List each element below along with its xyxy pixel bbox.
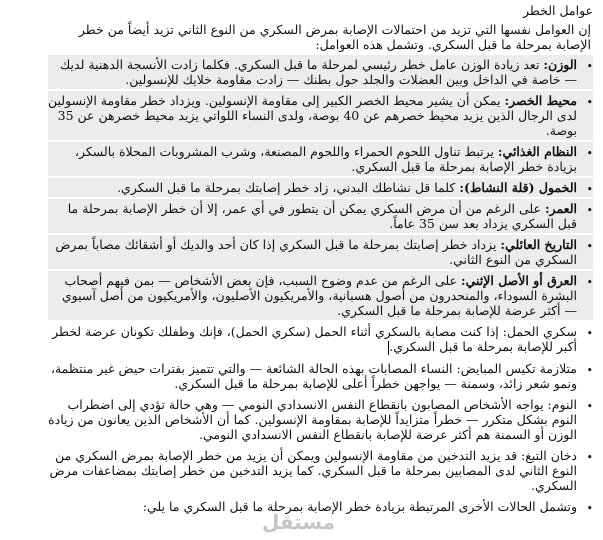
item-term: العمر: xyxy=(544,201,577,216)
risk-factors-list xyxy=(48,55,593,516)
item-text: تعد زيادة الوزن عامل خطر رئيسي لمرحلة ما قبل السكري. فكلما زادت الأنسجة الدهنية لديك — خاصة في الداخل وبين العضلات والجلد حول بطنك — زادت مقاومة خلايك للإنسولين. xyxy=(60,57,577,87)
item-text: دخان التبغ: قد يزيد التدخين من مقاومة الإنسولين ويمكن أن يزيد من خطر الإصابة بمرض السكري من النوع الثاني لدى المصابين بمرحلة ما قبل السكري. كما يزيد التدخين من خطر إصابتك بمضاعفات مرض السكري. xyxy=(49,447,577,493)
bullet-icon: • xyxy=(586,450,593,464)
list-item-tobacco xyxy=(48,446,593,495)
list-item-waist xyxy=(48,91,593,140)
list-item-inactivity xyxy=(48,178,593,197)
bullet-icon: • xyxy=(586,501,593,515)
bullet-icon: • xyxy=(586,276,593,289)
intro-paragraph: إن العوامل نفسها التي تزيد من احتمالات الإصابة بمرض السكري من النوع الثاني تزيد أيضاً من خطر الإصابة بمرحلة ما قبل السكري. وتشمل هذه العوامل: xyxy=(78,22,591,52)
item-term: التاريخ العائلي: xyxy=(500,237,577,252)
item-text: يمكن أن يشير محيط الخصر الكبير إلى مقاومة الإنسولين. ويزداد خطر مقاومة الإنسولين لدى الرجال الذين يزيد محيط خصرهم عن 40 بوصة، ولدى النساء اللواتي يزيد محيط خصرهن عن 35 بوصة. xyxy=(48,93,577,138)
bullet-icon: • xyxy=(586,327,593,340)
bullet-icon: • xyxy=(586,147,593,160)
item-term: الخمول (قلة النشاط): xyxy=(459,180,577,195)
item-text: النوم: يواجه الأشخاص المصابون بانقطاع النفس الانسدادي النومي — وهي حالة تؤدي إلى اضطراب النوم بشكل متكرر — خطراً متزايداً للإصابة بمقاومة الإنسولين. كما أن الأشخاص الذين يعانون من زيادة الوزن أو السمنة هم أكثر عرضة للإصابة بانقطاع النفس الانسدادي النومي. xyxy=(48,396,577,442)
item-text: على الرغم من عدم وضوح السبب، فإن بعض الأشخاص — بمن فيهم أصحاب البشرة السوداء، والمنحدرون من أصول هسبانية، والأمريكيون الأصليون، والأمريكيون من أصل آسيوي — أكثر عرضة للإصابة بمرحلة ما قبل السكري. xyxy=(61,273,577,318)
list-item-family-history xyxy=(48,235,593,269)
list-item-diet xyxy=(48,142,593,176)
list-item-gestational-diabetes xyxy=(48,322,593,357)
list-item-age xyxy=(48,199,593,233)
item-term: محيط الخصر: xyxy=(504,93,577,108)
bullet-icon: • xyxy=(586,240,593,253)
list-item-sleep xyxy=(48,395,593,444)
list-item-weight xyxy=(48,55,593,89)
bullet-icon: • xyxy=(586,204,593,217)
item-text: يرتبط تناول اللحوم الحمراء واللحوم المصنعة، وشرب المشروبات المحلاة بالسكر، بزيادة خطر الإصابة بمرحلة ما قبل السكري. xyxy=(74,144,577,174)
item-term: العرق أو الأصل الإثني: xyxy=(460,273,577,288)
bullet-icon: • xyxy=(586,363,593,377)
watermark-logo: مستقل xyxy=(262,510,336,534)
item-text: على الرغم من أن مرض السكري يمكن أن يتطور في أي عمر، إلا أن خطر الإصابة بمرحلة ما قبل السكري يزداد بعد سن 35 عاماً. xyxy=(67,201,577,231)
list-item-pcos xyxy=(48,359,593,393)
list-item-ethnicity xyxy=(48,271,593,320)
bullet-icon: • xyxy=(586,399,593,413)
bullet-icon: • xyxy=(586,183,593,196)
item-term: النظام الغذائي: xyxy=(497,144,577,159)
item-text: متلازمة تكيس المبايض: النساء المصابات بهذه الحالة الشائعة — والتي تتميز بفترات حيض غير منتظمة، ونمو شعر زائد، وسمنة — يواجهن خطراً أعلى للإصابة بمرحلة ما قبل السكري. xyxy=(50,360,577,391)
section-heading: عوامل الخطر xyxy=(522,3,593,18)
bullet-icon: • xyxy=(586,60,593,73)
bullet-icon: • xyxy=(586,96,593,109)
item-text: كلما قل نشاطك البدني، زاد خطر إصابتك بمرحلة ما قبل السكري. xyxy=(117,180,460,195)
item-text: وتشمل الحالات الأخرى المرتبطة بزيادة خطر الإصابة بمرحلة ما قبل السكري ما يلي: xyxy=(142,498,577,514)
item-text: يزداد خطر إصابتك بمرحلة ما قبل السكري إذا كان أحد والديك أو أشقائك مصاباً بمرض السكري من النوع الثاني. xyxy=(55,237,577,267)
item-term: الوزن: xyxy=(543,57,577,72)
item-text: سكري الحمل: إذا كنت مصابة بالسكري أثناء الحمل (سكري الحمل)، فإنك وطفلك تكونان عرضة لخطر أكبر للإصابة بمرحلة ما قبل السكري. xyxy=(52,324,577,354)
